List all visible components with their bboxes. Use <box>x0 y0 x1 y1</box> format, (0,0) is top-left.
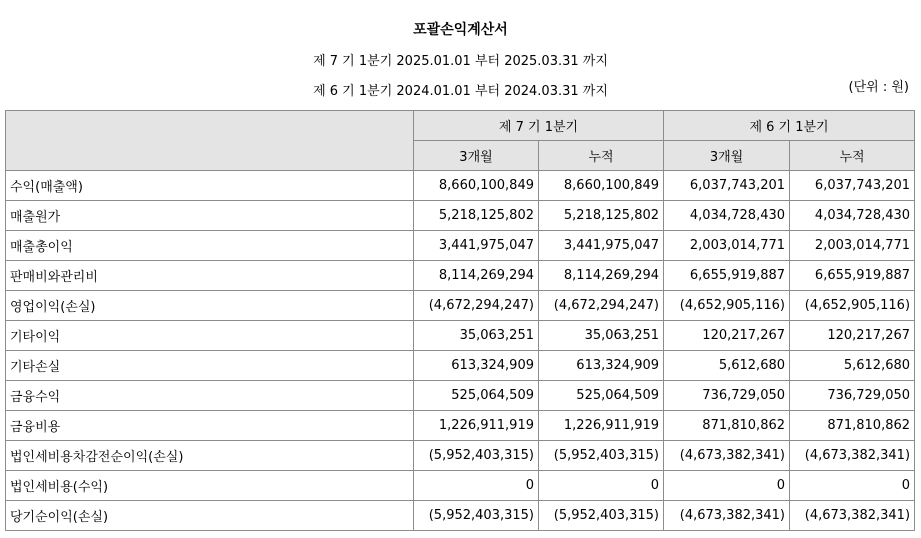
value-cell: 5,612,680 <box>790 351 915 381</box>
value-cell: 4,034,728,430 <box>664 201 790 231</box>
value-cell: 8,660,100,849 <box>539 171 664 201</box>
row-label: 매출총이익 <box>6 231 414 261</box>
value-cell: 35,063,251 <box>539 321 664 351</box>
row-label: 금융수익 <box>6 381 414 411</box>
value-cell: 1,226,911,919 <box>539 411 664 441</box>
header-sub-previous-cum: 누적 <box>790 141 915 171</box>
value-cell: 613,324,909 <box>414 351 539 381</box>
value-cell: 6,037,743,201 <box>664 171 790 201</box>
row-label: 영업이익(손실) <box>6 291 414 321</box>
statement-title: 포괄손익계산서 <box>413 22 508 38</box>
value-cell: 6,655,919,887 <box>790 261 915 291</box>
row-label: 금융비용 <box>6 411 414 441</box>
value-cell: 8,660,100,849 <box>414 171 539 201</box>
table-row <box>6 471 915 501</box>
value-cell: 8,114,269,294 <box>414 261 539 291</box>
header-blank-cell <box>6 111 414 171</box>
value-cell: (4,673,382,341) <box>790 501 915 531</box>
value-cell: (4,652,905,116) <box>664 291 790 321</box>
row-label: 당기순이익(손실) <box>6 501 414 531</box>
value-cell: (4,672,294,247) <box>539 291 664 321</box>
value-cell: 736,729,050 <box>790 381 915 411</box>
value-cell: 871,810,862 <box>790 411 915 441</box>
value-cell: (5,952,403,315) <box>414 501 539 531</box>
value-cell: (4,652,905,116) <box>790 291 915 321</box>
period-current: 제 7 기 1분기 2025.01.01 부터 2025.03.31 까지 <box>313 54 608 69</box>
income-statement-table <box>5 110 915 531</box>
value-cell: 8,114,269,294 <box>539 261 664 291</box>
value-cell: 871,810,862 <box>664 411 790 441</box>
table-row <box>6 321 915 351</box>
value-cell: 5,218,125,802 <box>539 201 664 231</box>
value-cell: (5,952,403,315) <box>414 441 539 471</box>
value-cell: 736,729,050 <box>664 381 790 411</box>
value-cell: 0 <box>539 471 664 501</box>
value-cell: 6,655,919,887 <box>664 261 790 291</box>
header-sub-current-3m: 3개월 <box>414 141 539 171</box>
table-row <box>6 201 915 231</box>
unit-label: (단위 : 원) <box>848 80 909 95</box>
row-label: 기타손실 <box>6 351 414 381</box>
value-cell: (4,673,382,341) <box>790 441 915 471</box>
value-cell: 4,034,728,430 <box>790 201 915 231</box>
value-cell: 0 <box>414 471 539 501</box>
table-row <box>6 231 915 261</box>
header-sub-current-cum: 누적 <box>539 141 664 171</box>
value-cell: 5,612,680 <box>664 351 790 381</box>
table-row <box>6 501 915 531</box>
value-cell: 2,003,014,771 <box>664 231 790 261</box>
value-cell: 3,441,975,047 <box>539 231 664 261</box>
value-cell: 613,324,909 <box>539 351 664 381</box>
value-cell: 120,217,267 <box>664 321 790 351</box>
header-row-groups <box>6 111 915 141</box>
header-group-previous: 제 6 기 1분기 <box>664 111 915 141</box>
value-cell: 120,217,267 <box>790 321 915 351</box>
value-cell: 1,226,911,919 <box>414 411 539 441</box>
row-label: 판매비와관리비 <box>6 261 414 291</box>
row-label: 매출원가 <box>6 201 414 231</box>
table-row <box>6 261 915 291</box>
value-cell: 35,063,251 <box>414 321 539 351</box>
row-label: 기타이익 <box>6 321 414 351</box>
row-label: 법인세비용(수익) <box>6 471 414 501</box>
value-cell: 2,003,014,771 <box>790 231 915 261</box>
table-row <box>6 381 915 411</box>
value-cell: 0 <box>790 471 915 501</box>
table-row <box>6 441 915 471</box>
value-cell: (4,673,382,341) <box>664 441 790 471</box>
table-row <box>6 291 915 321</box>
table-row <box>6 171 915 201</box>
value-cell: 3,441,975,047 <box>414 231 539 261</box>
table-body <box>6 171 915 531</box>
value-cell: (4,673,382,341) <box>664 501 790 531</box>
table-row <box>6 351 915 381</box>
header-group-current: 제 7 기 1분기 <box>414 111 664 141</box>
header-sub-previous-3m: 3개월 <box>664 141 790 171</box>
value-cell: (5,952,403,315) <box>539 501 664 531</box>
value-cell: 525,064,509 <box>414 381 539 411</box>
value-cell: (5,952,403,315) <box>539 441 664 471</box>
period-previous: 제 6 기 1분기 2024.01.01 부터 2024.03.31 까지 <box>313 84 608 99</box>
value-cell: 5,218,125,802 <box>414 201 539 231</box>
value-cell: 525,064,509 <box>539 381 664 411</box>
row-label: 수익(매출액) <box>6 171 414 201</box>
table-row <box>6 411 915 441</box>
value-cell: 0 <box>664 471 790 501</box>
value-cell: 6,037,743,201 <box>790 171 915 201</box>
row-label: 법인세비용차감전순이익(손실) <box>6 441 414 471</box>
value-cell: (4,672,294,247) <box>414 291 539 321</box>
